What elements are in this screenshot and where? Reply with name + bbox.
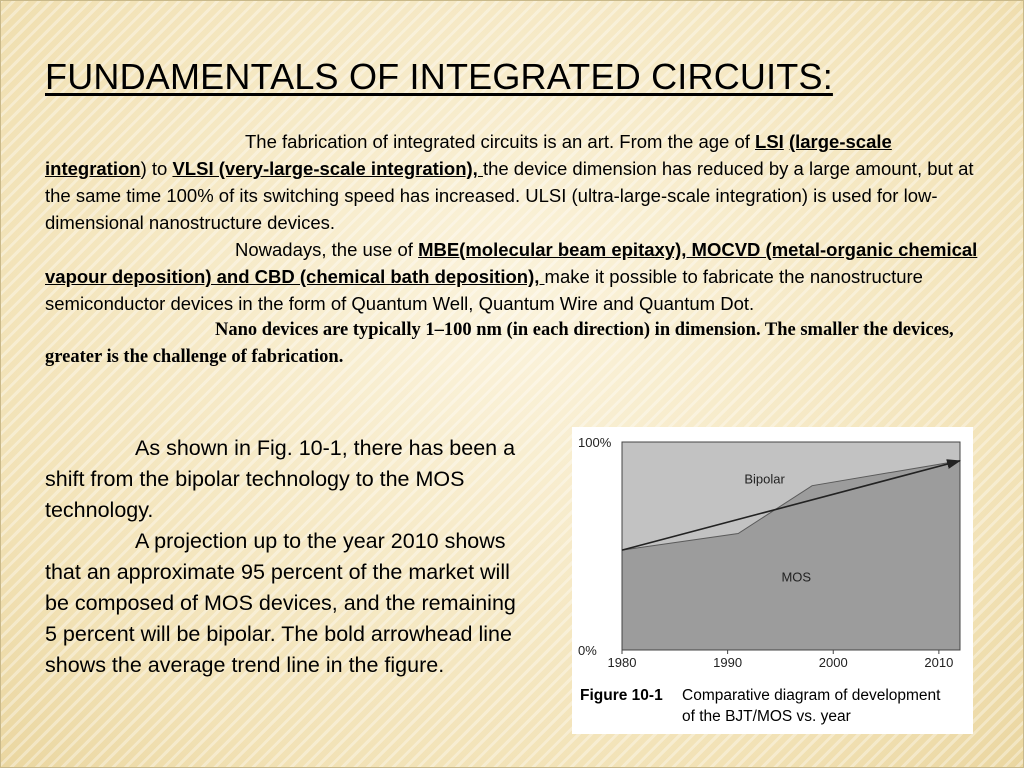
lsi-term: LSI <box>755 131 784 152</box>
description-paragraph-1: As shown in Fig. 10-1, there has been a shift from the bipolar technology to the MOS technology. <box>45 436 516 522</box>
y-tick-label-100: 100% <box>578 435 612 450</box>
p1-text-b: ) to <box>140 158 173 179</box>
lsi-definition: (large-scale integration <box>45 131 892 179</box>
y-tick-label-0: 0% <box>578 643 597 658</box>
caption-line-1: Comparative diagram of development <box>682 687 941 704</box>
series-label-bipolar: Bipolar <box>744 471 785 487</box>
p2-text-b: make it possible to fabricate the nanostructure semiconductor devices in the form of Quantum Well, Quantum Wire and Quantum Dot. <box>45 266 923 314</box>
p1-text-c: the device dimension has reduced by a large amount, but at the same time 100% of its switching speed has increased. ULSI (ultra-large-scale integration) is used for low-dimensional nanostructure devices. <box>45 158 974 233</box>
figure-10-1 <box>572 427 973 734</box>
x-tick-label-1990: 1990 <box>713 655 743 670</box>
description-paragraph-2: A projection up to the year 2010 shows that an approximate 95 percent of the market will be composed of MOS devices, and the remaining 5 percent will be bipolar. The bold arrowhead line shows the average trend line in the figure. <box>45 529 516 677</box>
p1-text-a: The fabrication of integrated circuits is an art. From the age of <box>245 131 756 152</box>
chart-svg <box>572 427 973 682</box>
fabrication-techniques: MBE(molecular beam epitaxy), MOCVD (metal-organic chemical vapour deposition) and CBD (chemical bath deposition), <box>45 239 978 287</box>
vlsi-term: VLSI (very-large-scale integration), <box>172 158 483 179</box>
caption-label: Figure 10-1 <box>580 687 663 704</box>
slide-title: FUNDAMENTALS OF INTEGRATED CIRCUITS: <box>45 56 833 97</box>
series-label-mos: MOS <box>781 569 812 585</box>
intro-text <box>45 128 985 371</box>
x-tick-label-1980: 1980 <box>607 655 637 670</box>
paragraph-3: Nano devices are typically 1–100 nm (in each direction) in dimension. The smaller the devices, greater is the challenge of fabrication. <box>45 320 954 367</box>
figure-description <box>45 433 530 681</box>
x-tick-label-2010: 2010 <box>924 655 954 670</box>
p2-text-a: Nowadays, the use of <box>235 239 419 260</box>
figure-caption <box>580 685 970 727</box>
x-tick-label-2000: 2000 <box>818 655 848 670</box>
caption-line-2: of the BJT/MOS vs. year <box>682 708 851 725</box>
paragraph-1 <box>45 128 985 236</box>
paragraph-2 <box>45 236 985 317</box>
